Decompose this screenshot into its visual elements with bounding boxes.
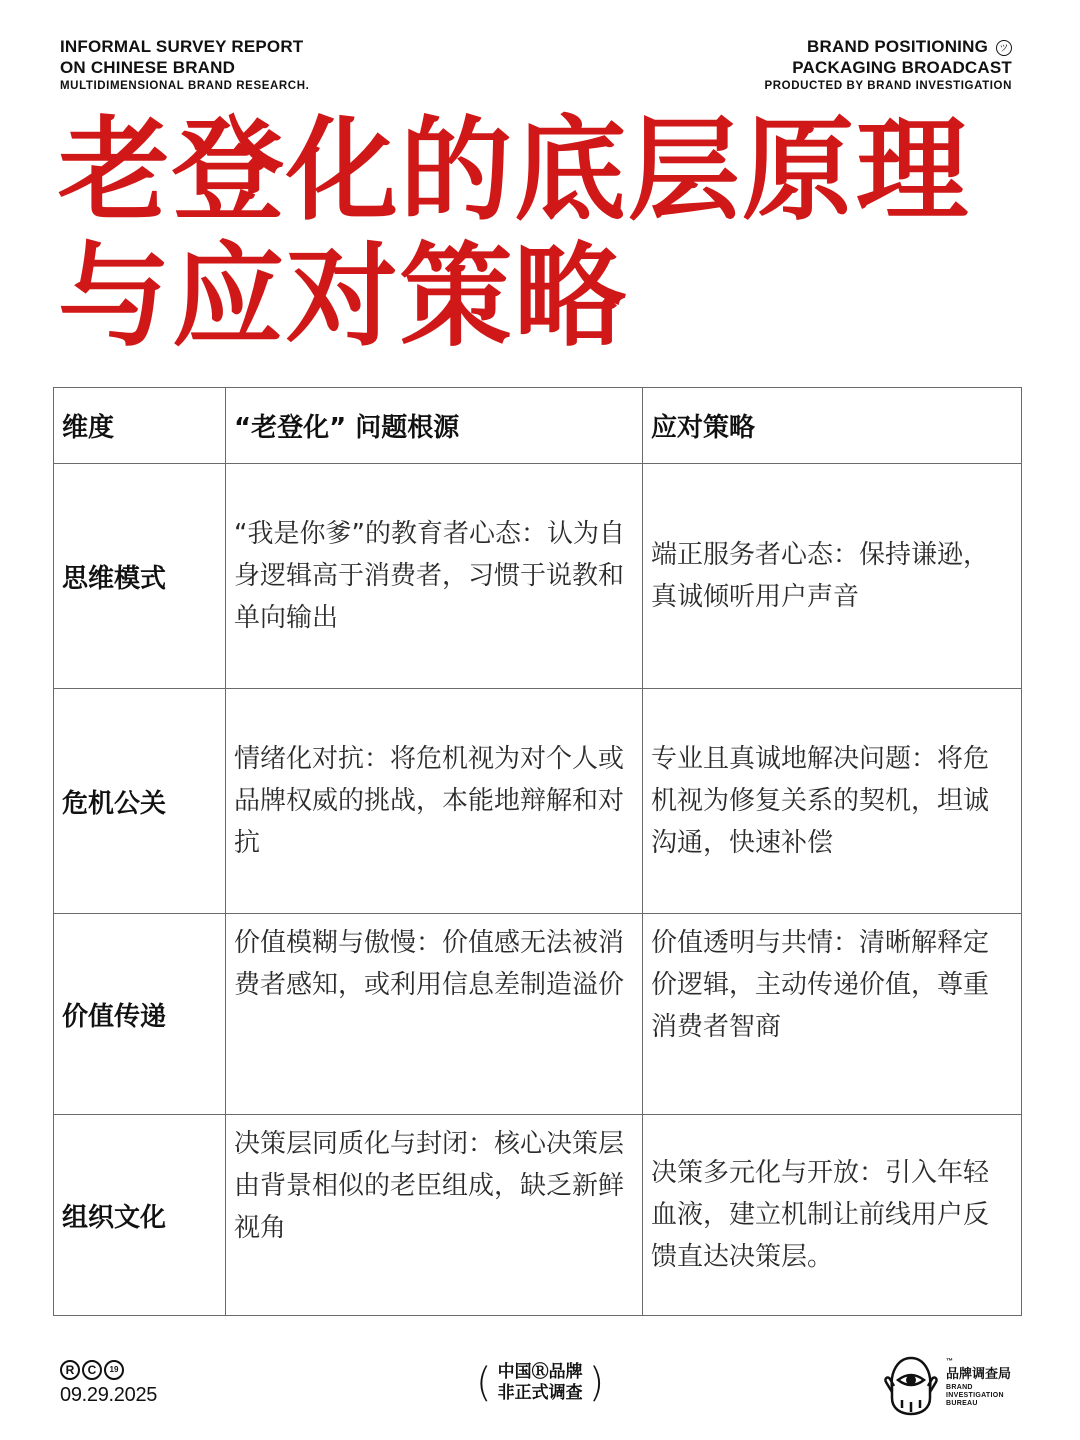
smile-icon: ツ	[996, 40, 1012, 56]
registered-icon: R	[60, 1360, 80, 1380]
copyright-marks	[60, 1360, 157, 1380]
row-dimension: 思维模式	[54, 464, 226, 689]
row-root: 情绪化对抗：将危机视为对个人或品牌权威的挑战，本能地辩解和对抗	[226, 689, 643, 914]
title-line1: 老登化的底层原理	[58, 106, 970, 236]
header-strategy: 应对策略	[643, 388, 1022, 464]
row-dimension: 组织文化	[54, 1115, 226, 1316]
header-right-line3: PRODUCTED BY BRAND INVESTIGATION	[764, 80, 1012, 92]
right-paren: )	[588, 1360, 605, 1406]
header-left	[60, 36, 309, 95]
number-19-icon: 19	[104, 1360, 124, 1380]
bureau-name-cn: 品牌调查局	[946, 1367, 1012, 1382]
header-right-line2: PACKAGING BROADCAST	[792, 58, 1012, 77]
footer-center-text	[492, 1362, 589, 1404]
copyright-icon: C	[82, 1360, 102, 1380]
strategy-table	[53, 387, 1022, 1316]
row-root: “我是你爹”的教育者心态：认为自身逻辑高于消费者，习惯于说教和单向输出	[226, 464, 643, 689]
footer-right	[880, 1352, 1011, 1416]
header-right-line1-row	[764, 36, 1012, 57]
table-header-row	[54, 388, 1022, 464]
footer-date: 09.29.2025	[60, 1384, 158, 1406]
header-right	[764, 36, 1012, 95]
table-row	[54, 914, 1022, 1115]
row-dimension: 价值传递	[54, 914, 226, 1115]
title-line2: 与应对策略	[58, 232, 628, 362]
bureau-name-en1: BRAND	[946, 1384, 973, 1391]
footer-center-line1: 中国Ⓡ品牌	[497, 1362, 583, 1382]
table-row	[54, 689, 1022, 914]
row-strategy: 决策多元化与开放：引入年轻血液，建立机制让前线用户反馈直达决策层。	[643, 1115, 1022, 1316]
bureau-text	[946, 1358, 1011, 1408]
table-row	[54, 464, 1022, 689]
table-row	[54, 1115, 1022, 1316]
row-strategy: 价值透明与共情：清晰解释定价逻辑，主动传递价值，尊重消费者智商	[643, 914, 1022, 1115]
header-left-line1: INFORMAL SURVEY REPORT	[60, 37, 304, 56]
row-strategy: 端正服务者心态：保持谦逊，真诚倾听用户声音	[643, 464, 1022, 689]
row-root: 价值模糊与傲慢：价值感无法被消费者感知，或利用信息差制造溢价	[226, 914, 643, 1115]
header-root: “老登化” 问题根源	[226, 388, 643, 464]
header-dimension: 维度	[54, 388, 226, 464]
bureau-name-en3: BUREAU	[946, 1400, 978, 1407]
footer-center	[476, 1360, 604, 1406]
footer-center-line2: 非正式调查	[497, 1383, 583, 1403]
bureau-name-en2: INVESTIGATION	[946, 1392, 1004, 1399]
row-strategy: 专业且真诚地解决问题：将危机视为修复关系的契机，坦诚沟通，快速补偿	[643, 689, 1022, 914]
row-dimension: 危机公关	[54, 689, 226, 914]
bureau-hand-eye-logo	[880, 1352, 942, 1416]
trademark-mark: ™	[946, 1358, 953, 1365]
row-root: 决策层同质化与封闭：核心决策层由背景相似的老臣组成，缺乏新鲜视角	[226, 1115, 643, 1316]
header-left-line3: MULTIDIMENSIONAL BRAND RESEARCH.	[60, 80, 310, 92]
header-left-line2: ON CHINESE BRAND	[60, 58, 236, 77]
page-title	[58, 108, 1038, 360]
footer-left	[60, 1360, 157, 1407]
header-right-line1: BRAND POSITIONING	[807, 37, 988, 56]
left-paren: (	[476, 1360, 492, 1406]
